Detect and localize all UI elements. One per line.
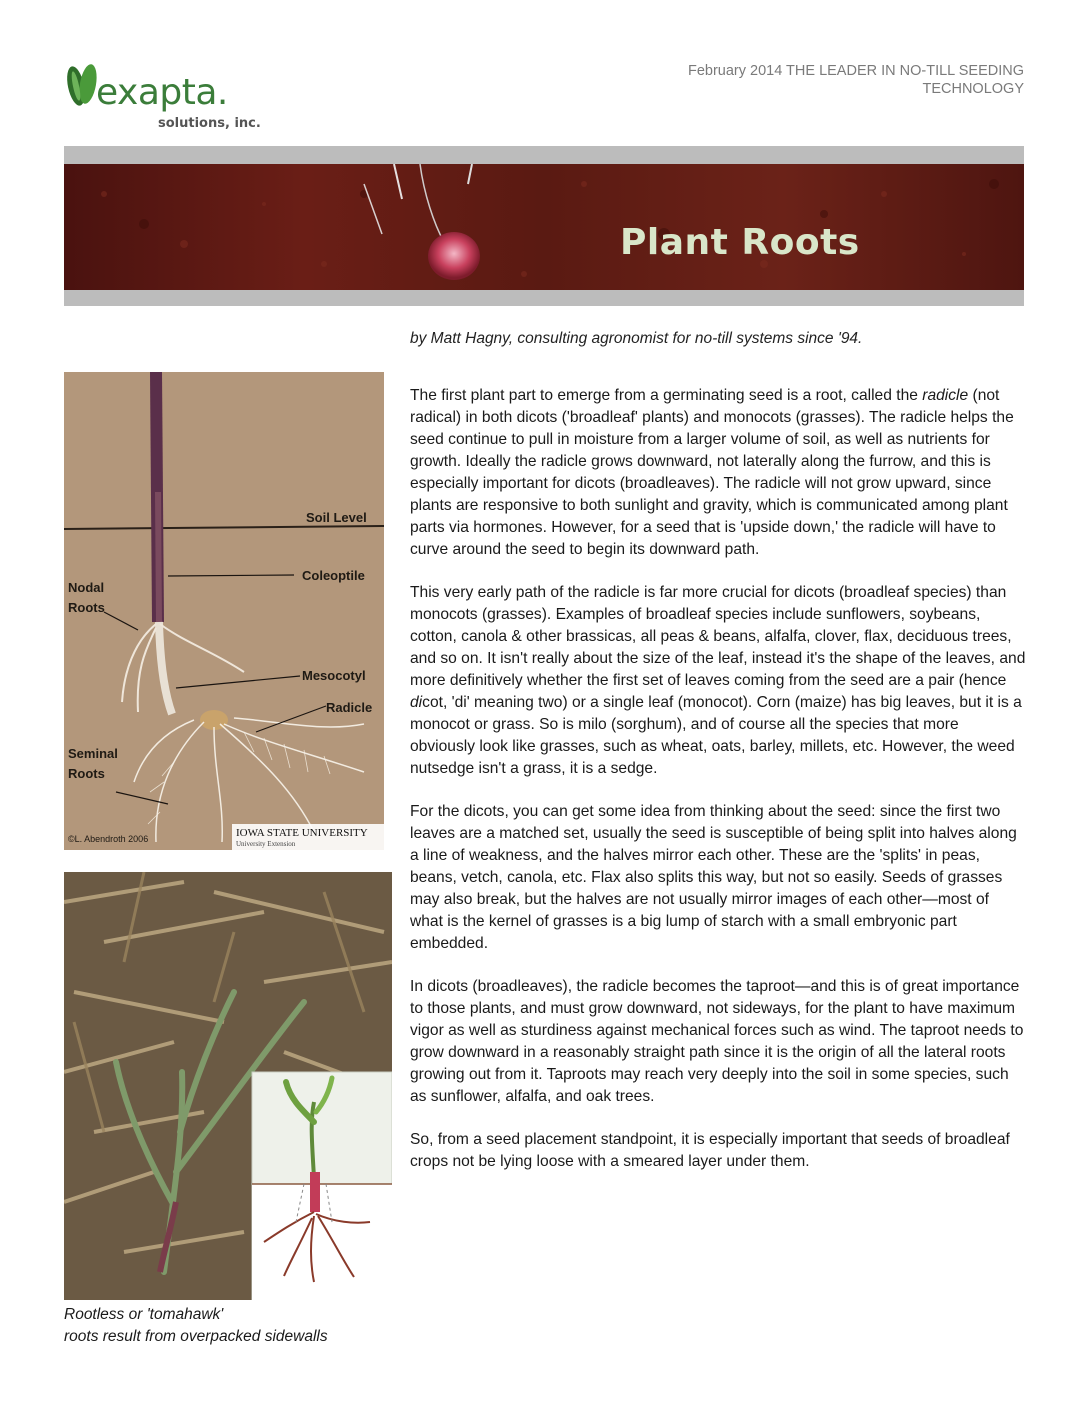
logo-wordmark: exapta. (96, 72, 228, 113)
paragraph-2: This very early path of the radicle is far more crucial for dicots (broadleaf species) than monocots (grasses). Examples of broadleaf species include sunflowers, soybeans, cotton, canola & other brassicas, all peas & beans, alfalfa, clover, flax, deciduous trees, and so on. It isn't really about the size of the leaf, instead it's the shape of the leaves, and more definitively whether the first set of leaves coming from the seed are a pair (hence dicot, 'di' meaning two) or a single leaf (monocot). Corn (maize) has big leaves, but it is a monocot or grass. So is milo (sorghum), and of course all the species that more obviously look like grasses, such as wheat, oats, barley, millets, etc. However, the weed nutsedge isn't a grass, it is a sedge. (410, 584, 1026, 777)
byline: by Matt Hagny, consulting agronomist for no-till systems since '94. (410, 330, 863, 347)
university-name: IOWA STATE UNIVERSITY (236, 827, 368, 839)
label-soil-level: Soil Level (306, 510, 367, 525)
banner-soil-image (64, 164, 1024, 290)
paragraph-3: For the dicots, you can get some idea from thinking about the seed: since the first two leaves are a matched set, usually the seed is susceptible of being split into halves along a line of weakness, and the halves mirror each other. These are the 'splits' in peas, beans, vetch, canola, etc. Flax also splits this way, but not so easily. Seeds of grasses may also break, but the halves are not usually mirror images of each other—most of what is the kernel of grasses is a big lump of starch with a small embryonic part embedded. (410, 803, 1017, 952)
photo-caption (64, 1304, 394, 1348)
paragraph-4: In dicots (broadleaves), the radicle becomes the taproot—and this is of great importance to those plants, and must grow downward, not sideways, for the plant to have maximum vigor as well as sturdiness against mechanical forces such as wind. The taproot needs to grow downward in a reasonably straight path since it is the origin of all the lateral roots growing out from it. Taproots may reach very deeply into the soil in some species, such as sunflower, alfalfa, and oak trees. (410, 978, 1024, 1105)
exapta-logo (62, 58, 282, 136)
paragraph-5: So, from a seed placement standpoint, it is especially important that seeds of broadleaf crops not be lying loose with a smeared layer under them. (410, 1131, 1010, 1170)
title-banner (64, 146, 1024, 306)
masthead (504, 62, 1024, 98)
logo-subtitle: solutions, inc. (158, 116, 261, 131)
label-nodal: Nodal (68, 580, 105, 595)
seedling-root-diagram (64, 372, 384, 850)
label-seminal-roots: Roots (68, 766, 105, 781)
caption-line-2: roots result from overpacked sidewalls (64, 1328, 328, 1345)
masthead-line-1: February 2014 THE LEADER IN NO-TILL SEEDING (687, 63, 1024, 79)
label-coleoptile: Coleoptile (302, 568, 365, 583)
photo-credit: ©L. Abendroth 2006 (68, 834, 149, 844)
caption-line-1: Rootless or 'tomahawk' (64, 1306, 224, 1323)
masthead-line-2: TECHNOLOGY (922, 81, 1024, 97)
label-mesocotyl: Mesocotyl (302, 668, 366, 683)
university-sub: University Extension (236, 840, 296, 848)
label-radicle: Radicle (326, 700, 373, 715)
article-body (410, 385, 1026, 1194)
banner-title: Plant Roots (620, 222, 860, 263)
label-nodal-roots: Roots (68, 600, 105, 615)
paragraph-1: The first plant part to emerge from a germinating seed is a root, called the radicle (not radical) in both dicots ('broadleaf' plants) and monocots (grasses). The radicle helps the seed continue to pull in moisture from a larger volume of soil, as well as nutrients for growth. Ideally the radicle grows downward, not laterally along the furrow, and this is especially important for dicots (broadleaves). The radicle will not grow upward, since plants are responsive to both sunlight and gravity, which is communicated among plant parts via hormones. However, for a seed that is 'upside down,' the radicle will have to curve around the seed to begin its downward path. (410, 387, 1014, 558)
tomahawk-roots-photo (64, 872, 392, 1300)
label-seminal: Seminal (68, 746, 118, 761)
